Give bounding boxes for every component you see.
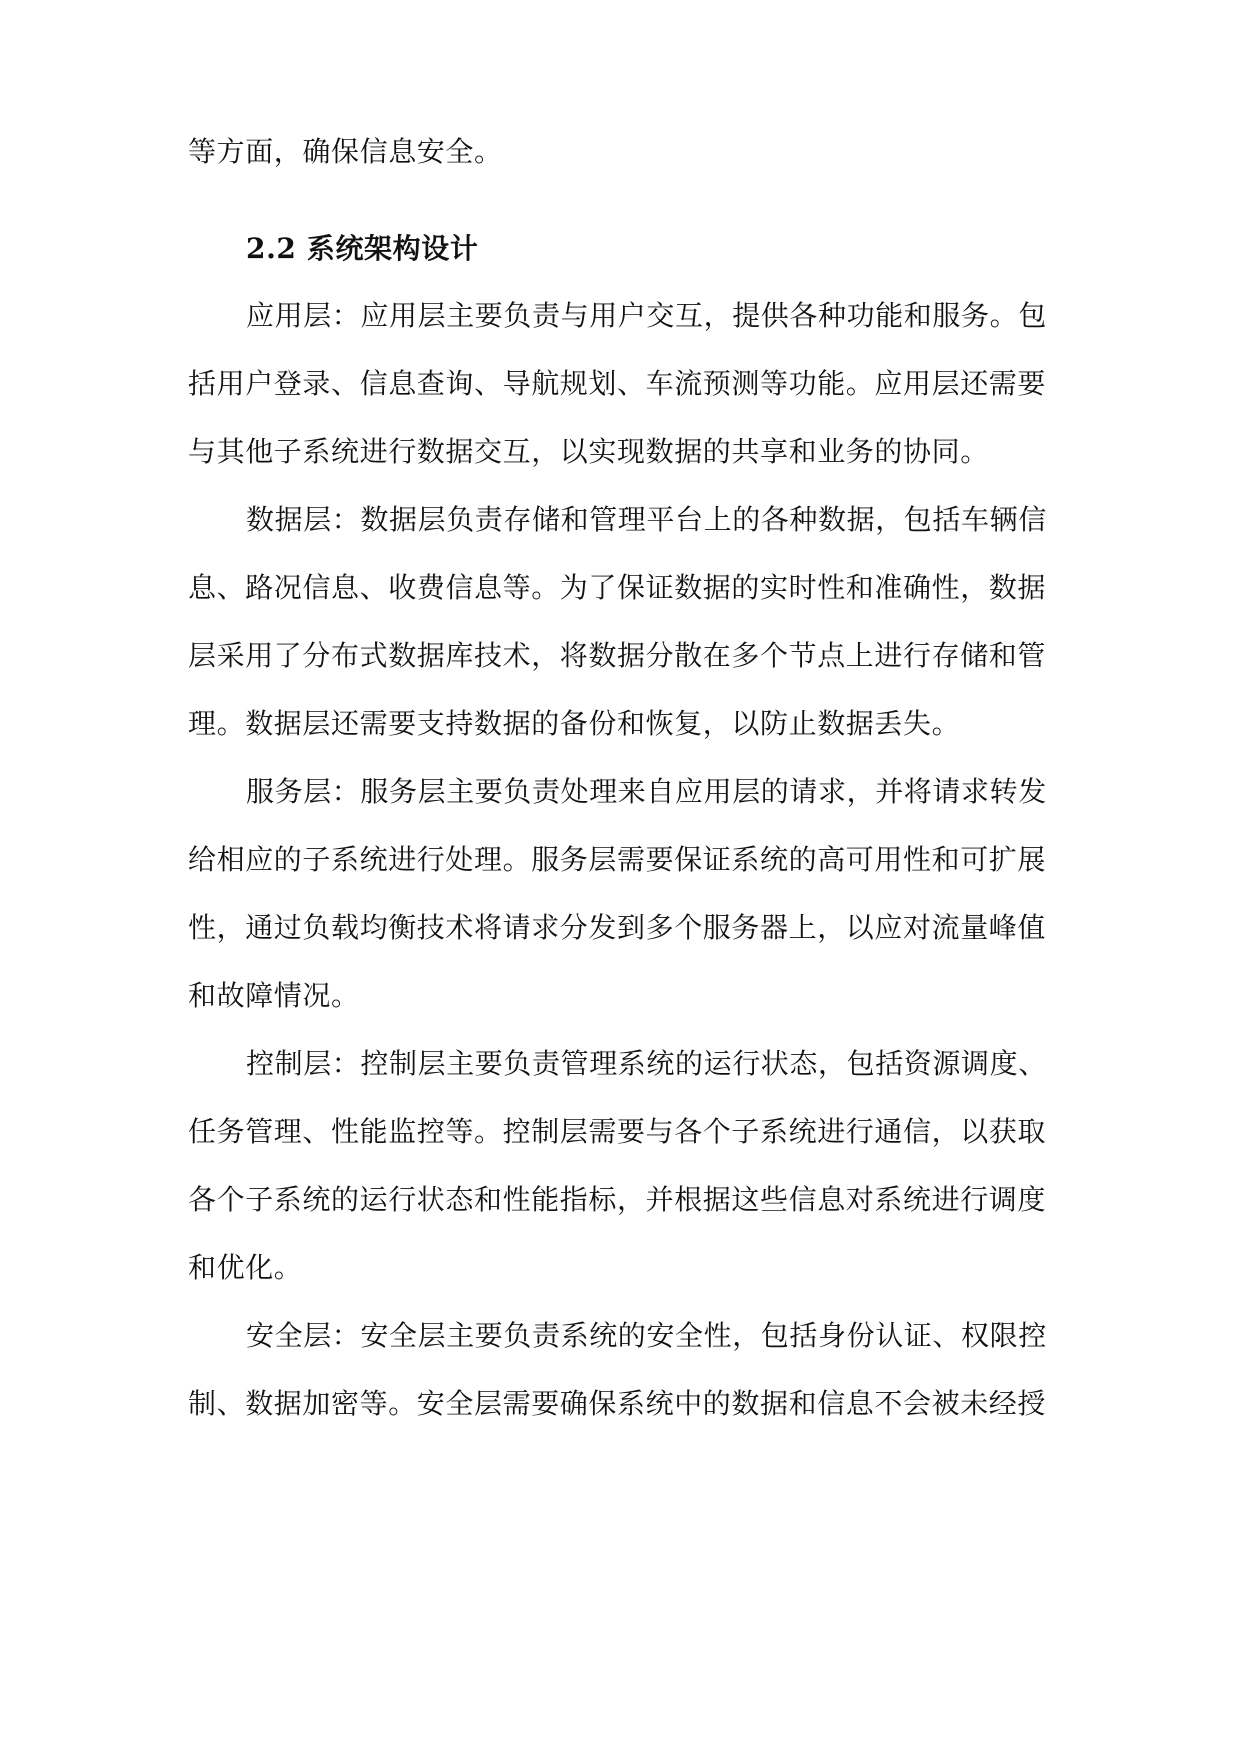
paragraph-line: 括用户登录、信息查询、导航规划、车流预测等功能。应用层还需要 bbox=[188, 367, 1047, 400]
paragraph-line: 理。数据层还需要支持数据的备份和恢复，以防止数据丢失。 bbox=[188, 707, 961, 740]
paragraph-line: 给相应的子系统进行处理。服务层需要保证系统的高可用性和可扩展 bbox=[188, 843, 1047, 876]
paragraph-line: 和故障情况。 bbox=[188, 979, 360, 1012]
paragraph-line: 服务层：服务层主要负责处理来自应用层的请求，并将请求转发 bbox=[246, 775, 1047, 808]
paragraph-line: 数据层：数据层负责存储和管理平台上的各种数据，包括车辆信 bbox=[246, 503, 1047, 536]
document-page bbox=[188, 0, 1058, 1754]
paragraph-line: 任务管理、性能监控等。控制层需要与各个子系统进行通信，以获取 bbox=[188, 1115, 1047, 1148]
paragraph-line: 性，通过负载均衡技术将请求分发到多个服务器上，以应对流量峰值 bbox=[188, 911, 1047, 944]
paragraph-line: 应用层：应用层主要负责与用户交互，提供各种功能和服务。包 bbox=[246, 299, 1047, 332]
paragraph-line: 安全层：安全层主要负责系统的安全性，包括身份认证、权限控 bbox=[246, 1319, 1047, 1352]
paragraph-line: 与其他子系统进行数据交互，以实现数据的共享和业务的协同。 bbox=[188, 435, 989, 468]
paragraph-line: 层采用了分布式数据库技术，将数据分散在多个节点上进行存储和管 bbox=[188, 639, 1047, 672]
paragraph-line: 息、路况信息、收费信息等。为了保证数据的实时性和准确性，数据 bbox=[188, 571, 1047, 604]
paragraph-line: 控制层：控制层主要负责管理系统的运行状态，包括资源调度、 bbox=[246, 1047, 1047, 1080]
paragraph-line: 各个子系统的运行状态和性能指标，并根据这些信息对系统进行调度 bbox=[188, 1183, 1047, 1216]
section-heading: 2.2 系统架构设计 bbox=[246, 232, 479, 265]
paragraph-line: 和优化。 bbox=[188, 1251, 303, 1284]
intro-line-1: 等方面，确保信息安全。 bbox=[188, 135, 503, 168]
paragraph-line: 制、数据加密等。安全层需要确保系统中的数据和信息不会被未经授 bbox=[188, 1387, 1047, 1420]
